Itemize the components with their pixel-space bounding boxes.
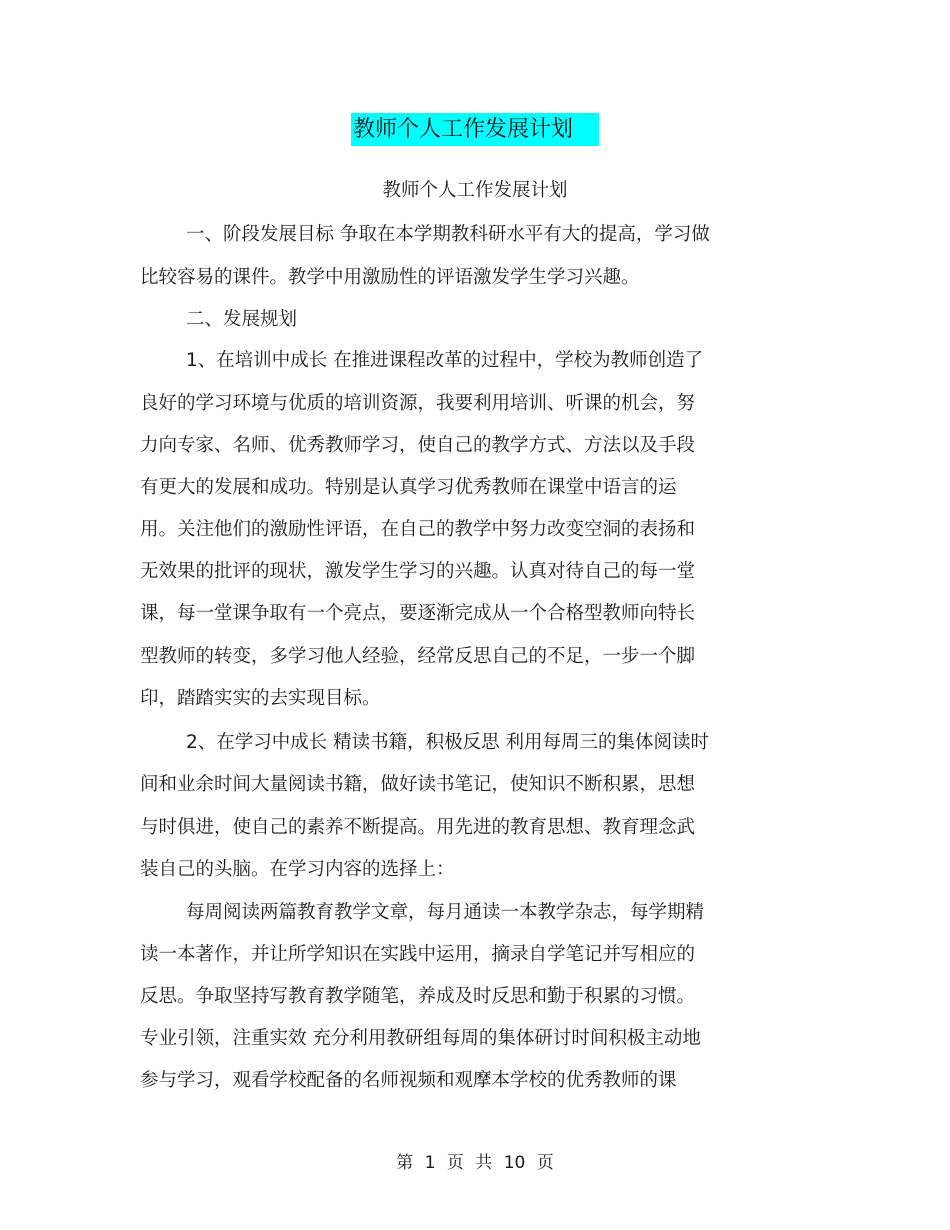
body-line: 参与学习，观看学校配备的名师视频和观摩本学校的优秀教师的课 — [140, 1070, 677, 1091]
body-line: 用。关注他们的激励性评语，在自己的教学中努力改变空洞的表扬和 — [140, 519, 696, 540]
body-line: 间和业余时间大量阅读书籍，做好读书笔记，使知识不断积累，思想 — [140, 774, 696, 795]
title-container — [0, 113, 950, 146]
page-number-footer: 第 1 页 共 10 页 — [396, 1153, 554, 1173]
body-line: 力向专家、名师、优秀教师学习，使自己的教学方式、方法以及手段 — [140, 435, 696, 456]
body-line: 一、阶段发展目标 争取在本学期教科研水平有大的提高，学习做 — [186, 224, 710, 245]
body-line: 读一本著作，并让所学知识在实践中运用，摘录自学笔记并写相应的 — [140, 944, 696, 965]
body-line: 1、在培训中成长 在推进课程改革的过程中，学校为教师创造了 — [186, 350, 704, 371]
body-line: 课，每一堂课争取有一个亮点，要逐渐完成从一个合格型教师向特长 — [140, 603, 696, 624]
document-title: 教师个人工作发展计划 — [351, 113, 599, 146]
body-line: 2、在学习中成长 精读书籍，积极反思 利用每周三的集体阅读时 — [186, 732, 710, 753]
body-line: 每周阅读两篇教育教学文章，每月通读一本教学杂志，每学期精 — [186, 902, 705, 923]
section-heading: 二、发展规划 — [186, 309, 298, 330]
body-line: 反思。争取坚持写教育教学随笔，养成及时反思和勤于积累的习惯。 — [140, 986, 696, 1007]
document-subtitle: 教师个人工作发展计划 — [382, 180, 568, 201]
body-line: 与时俱进，使自己的素养不断提高。用先进的教育思想、教育理念武 — [140, 817, 696, 838]
body-line: 装自己的头脑。在学习内容的选择上： — [140, 859, 455, 880]
body-line: 印，踏踏实实的去实现目标。 — [140, 688, 381, 709]
body-line: 良好的学习环境与优质的培训资源，我要利用培训、听课的机会，努 — [140, 393, 696, 414]
body-line: 专业引领，注重实效 充分利用教研组每周的集体研讨时间积极主动地 — [140, 1028, 701, 1049]
body-line: 有更大的发展和成功。特别是认真学习优秀教师在课堂中语言的运 — [140, 477, 677, 498]
body-line: 无效果的批评的现状，激发学生学习的兴趣。认真对待自己的每一堂 — [140, 561, 696, 582]
body-line: 比较容易的课件。教学中用激励性的评语激发学生学习兴趣。 — [140, 267, 640, 288]
body-line: 型教师的转变，多学习他人经验，经常反思自己的不足，一步一个脚 — [140, 646, 696, 667]
